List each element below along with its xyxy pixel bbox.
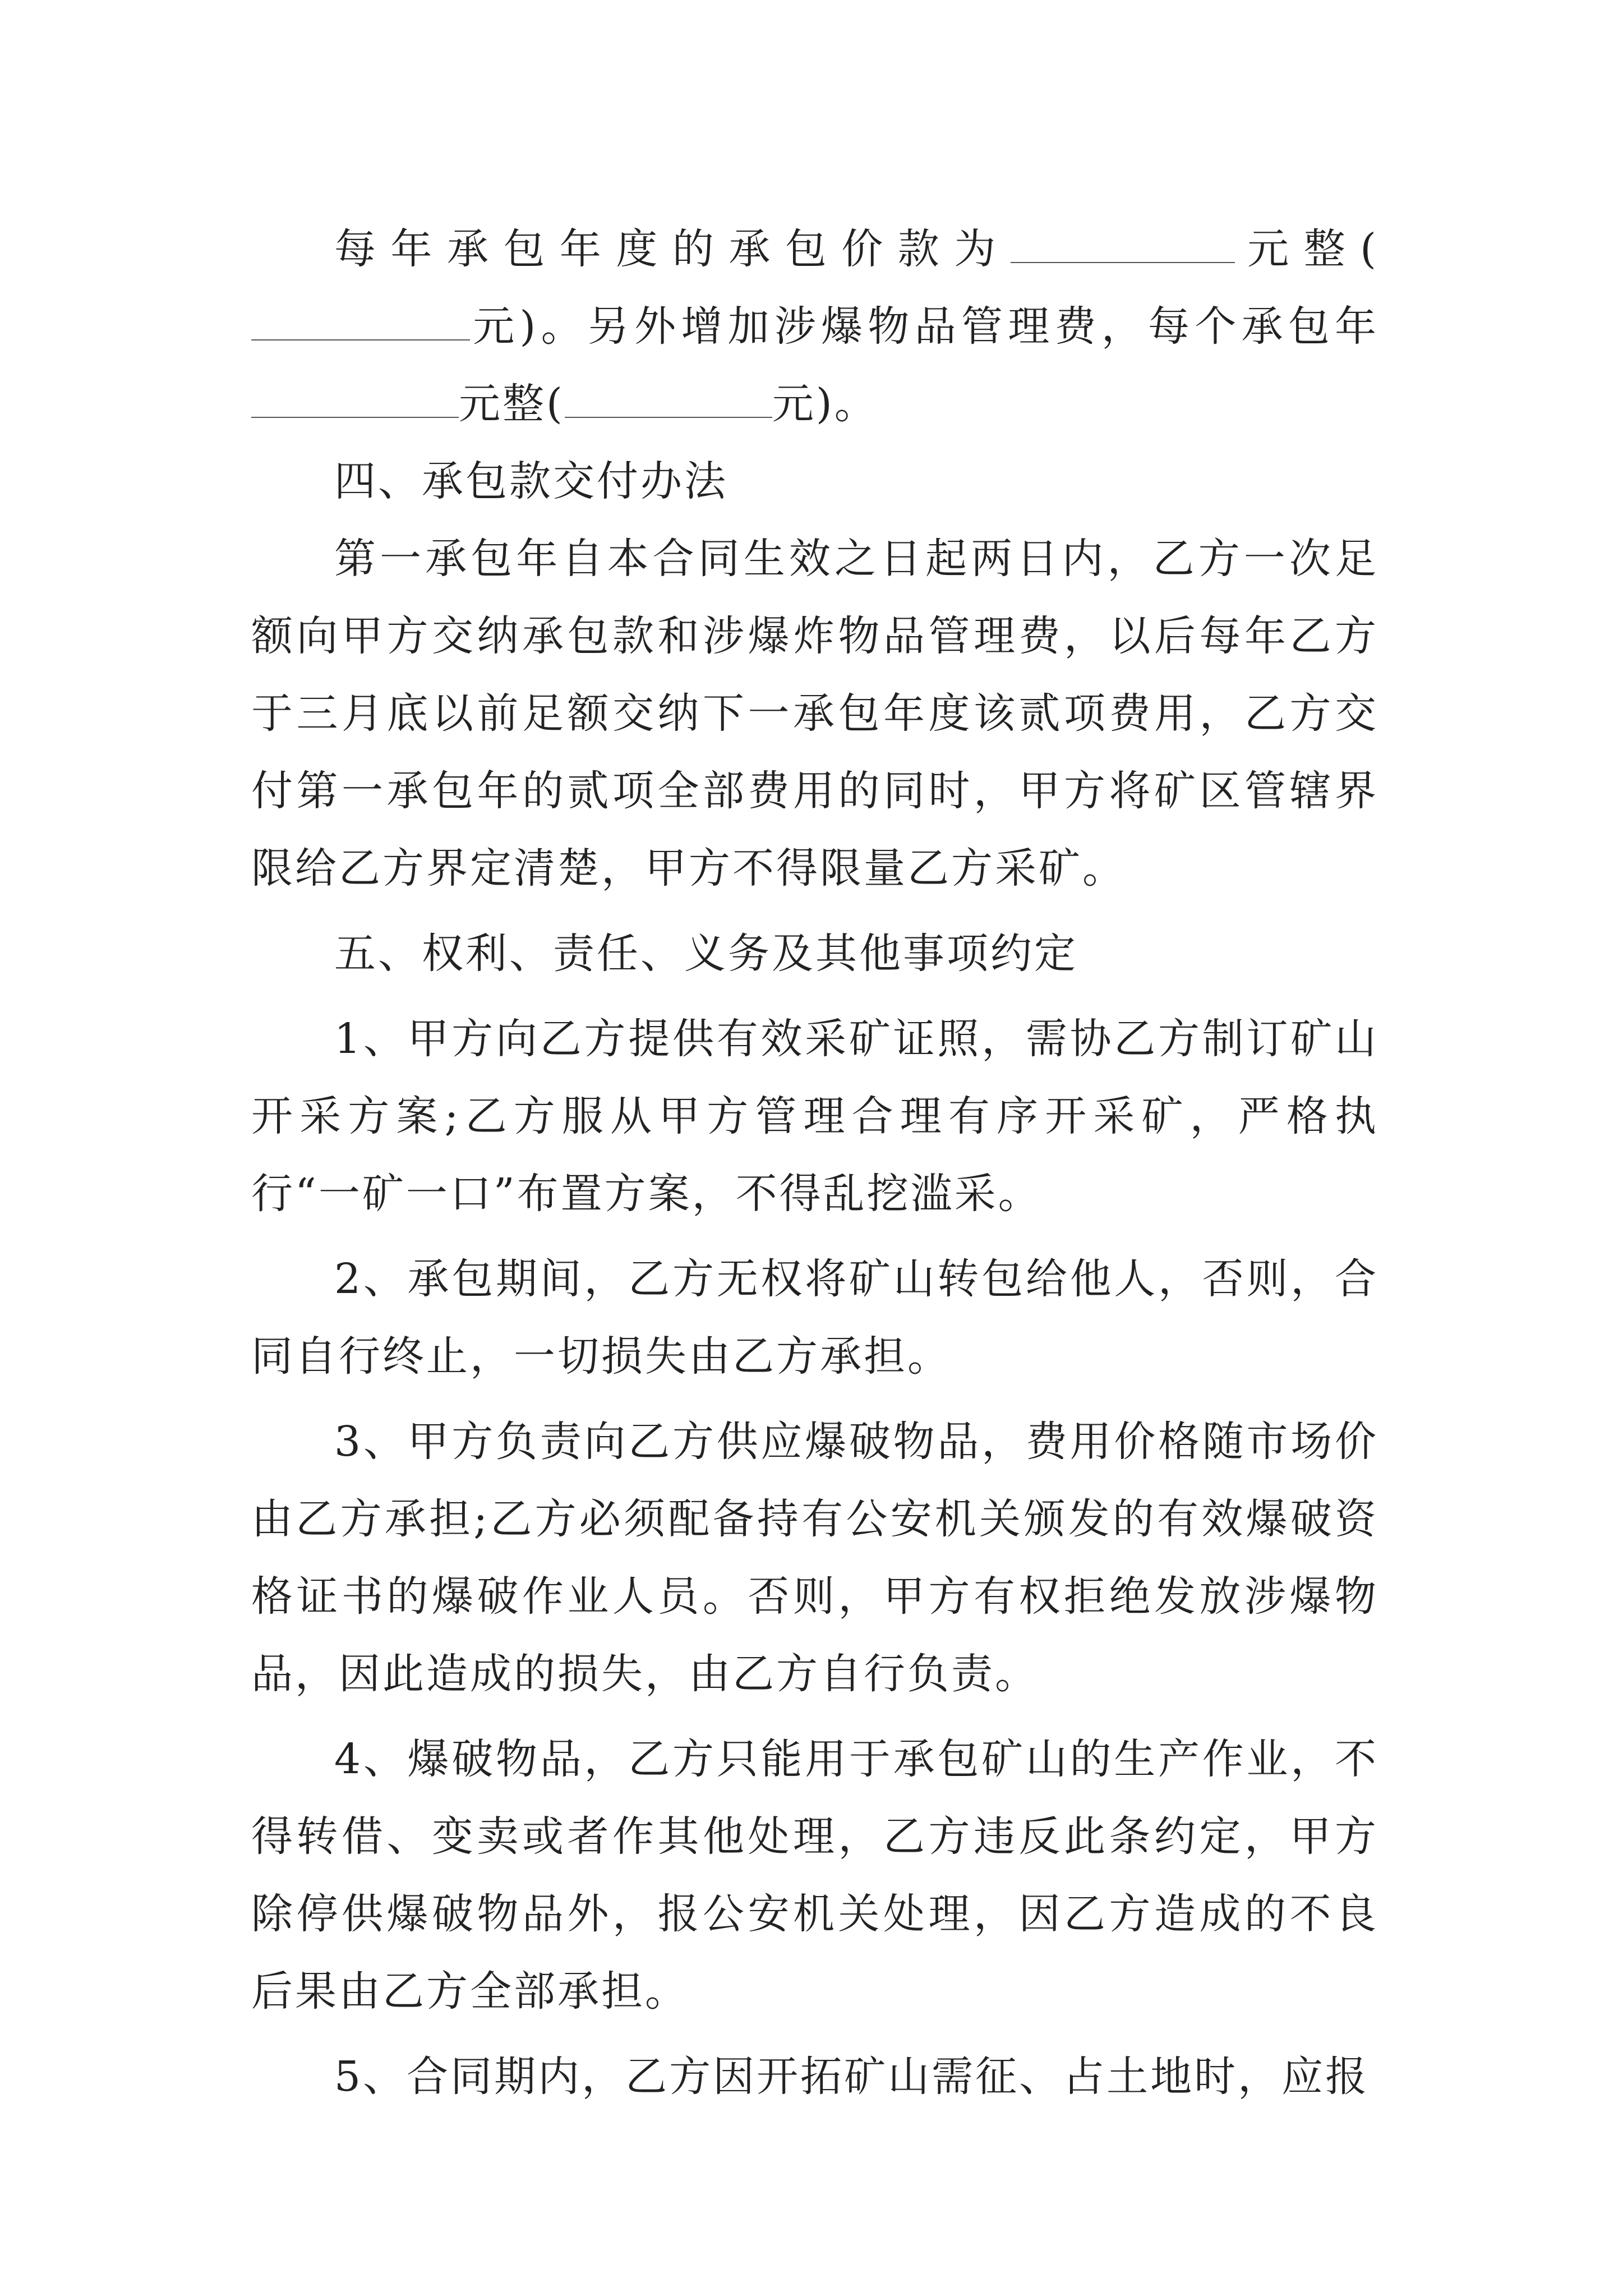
blank-field-1 (1011, 226, 1235, 263)
section-4-heading: 四、承包款交付办法 (334, 457, 728, 505)
clause-3: 3、甲方负责向乙方供应爆破物品，费用价格随市场价由乙方承担;乙方必须配备持有公安机关颁发的有效爆破资格证书的爆破作业人员。否则，甲方有权拒绝发放涉爆物品，因此造成的损失，由乙方自行负责。 (251, 1418, 1378, 1698)
clause-4: 4、爆破物品，乙方只能用于承包矿山的生产作业，不得转借、变卖或者作其他处理，乙方违反此条约定，甲方除停供爆破物品外，报公安机关处理，因乙方造成的不良后果由乙方全部承担。 (251, 1735, 1378, 2016)
price-text-4: 元整( (459, 380, 565, 428)
spacer (251, 907, 1378, 915)
price-text-3: 元)。另外增加涉爆物品管理费，每个承包年 (470, 302, 1378, 351)
section-5-heading: 五、权利、责任、义务及其他事项约定 (334, 930, 1078, 978)
spacer (251, 1232, 1378, 1240)
clause-2: 2、承包期间，乙方无权将矿山转包给他人，否则，合同自行终止，一切损失由乙方承担。 (251, 1255, 1378, 1381)
price-text-5: 元)。 (772, 380, 878, 428)
blank-field-4 (565, 381, 772, 418)
spacer (251, 2030, 1378, 2038)
section-4-body: 第一承包年自本合同生效之日起两日内，乙方一次足额向甲方交纳承包款和涉爆炸物品管理费，以后每年乙方于三月底以前足额交纳下一承包年度该贰项费用，乙方交付第一承包年的贰项全部费用的同时，甲方将矿区管辖界限给乙方界定清楚，甲方不得限量乙方采矿。 (251, 535, 1378, 892)
spacer (251, 1395, 1378, 1403)
blank-field-2 (251, 303, 470, 341)
price-text-2: 元整( (1234, 225, 1378, 273)
clause-5: 5、合同期内，乙方因开拓矿山需征、占土地时，应报 (334, 2053, 1370, 2101)
document-body (251, 210, 1378, 2115)
spacer (251, 1713, 1378, 1720)
blank-field-3 (251, 381, 459, 418)
price-text-1: 每年承包年度的承包价款为 (334, 225, 1011, 273)
price-paragraph (251, 210, 1378, 443)
spacer (251, 992, 1378, 1000)
clause-1: 1、甲方向乙方提供有效采矿证照，需协乙方制订矿山开采方案;乙方服从甲方管理合理有序开采矿，严格执行“一矿一口”布置方案，不得乱挖滥采。 (251, 1015, 1378, 1218)
